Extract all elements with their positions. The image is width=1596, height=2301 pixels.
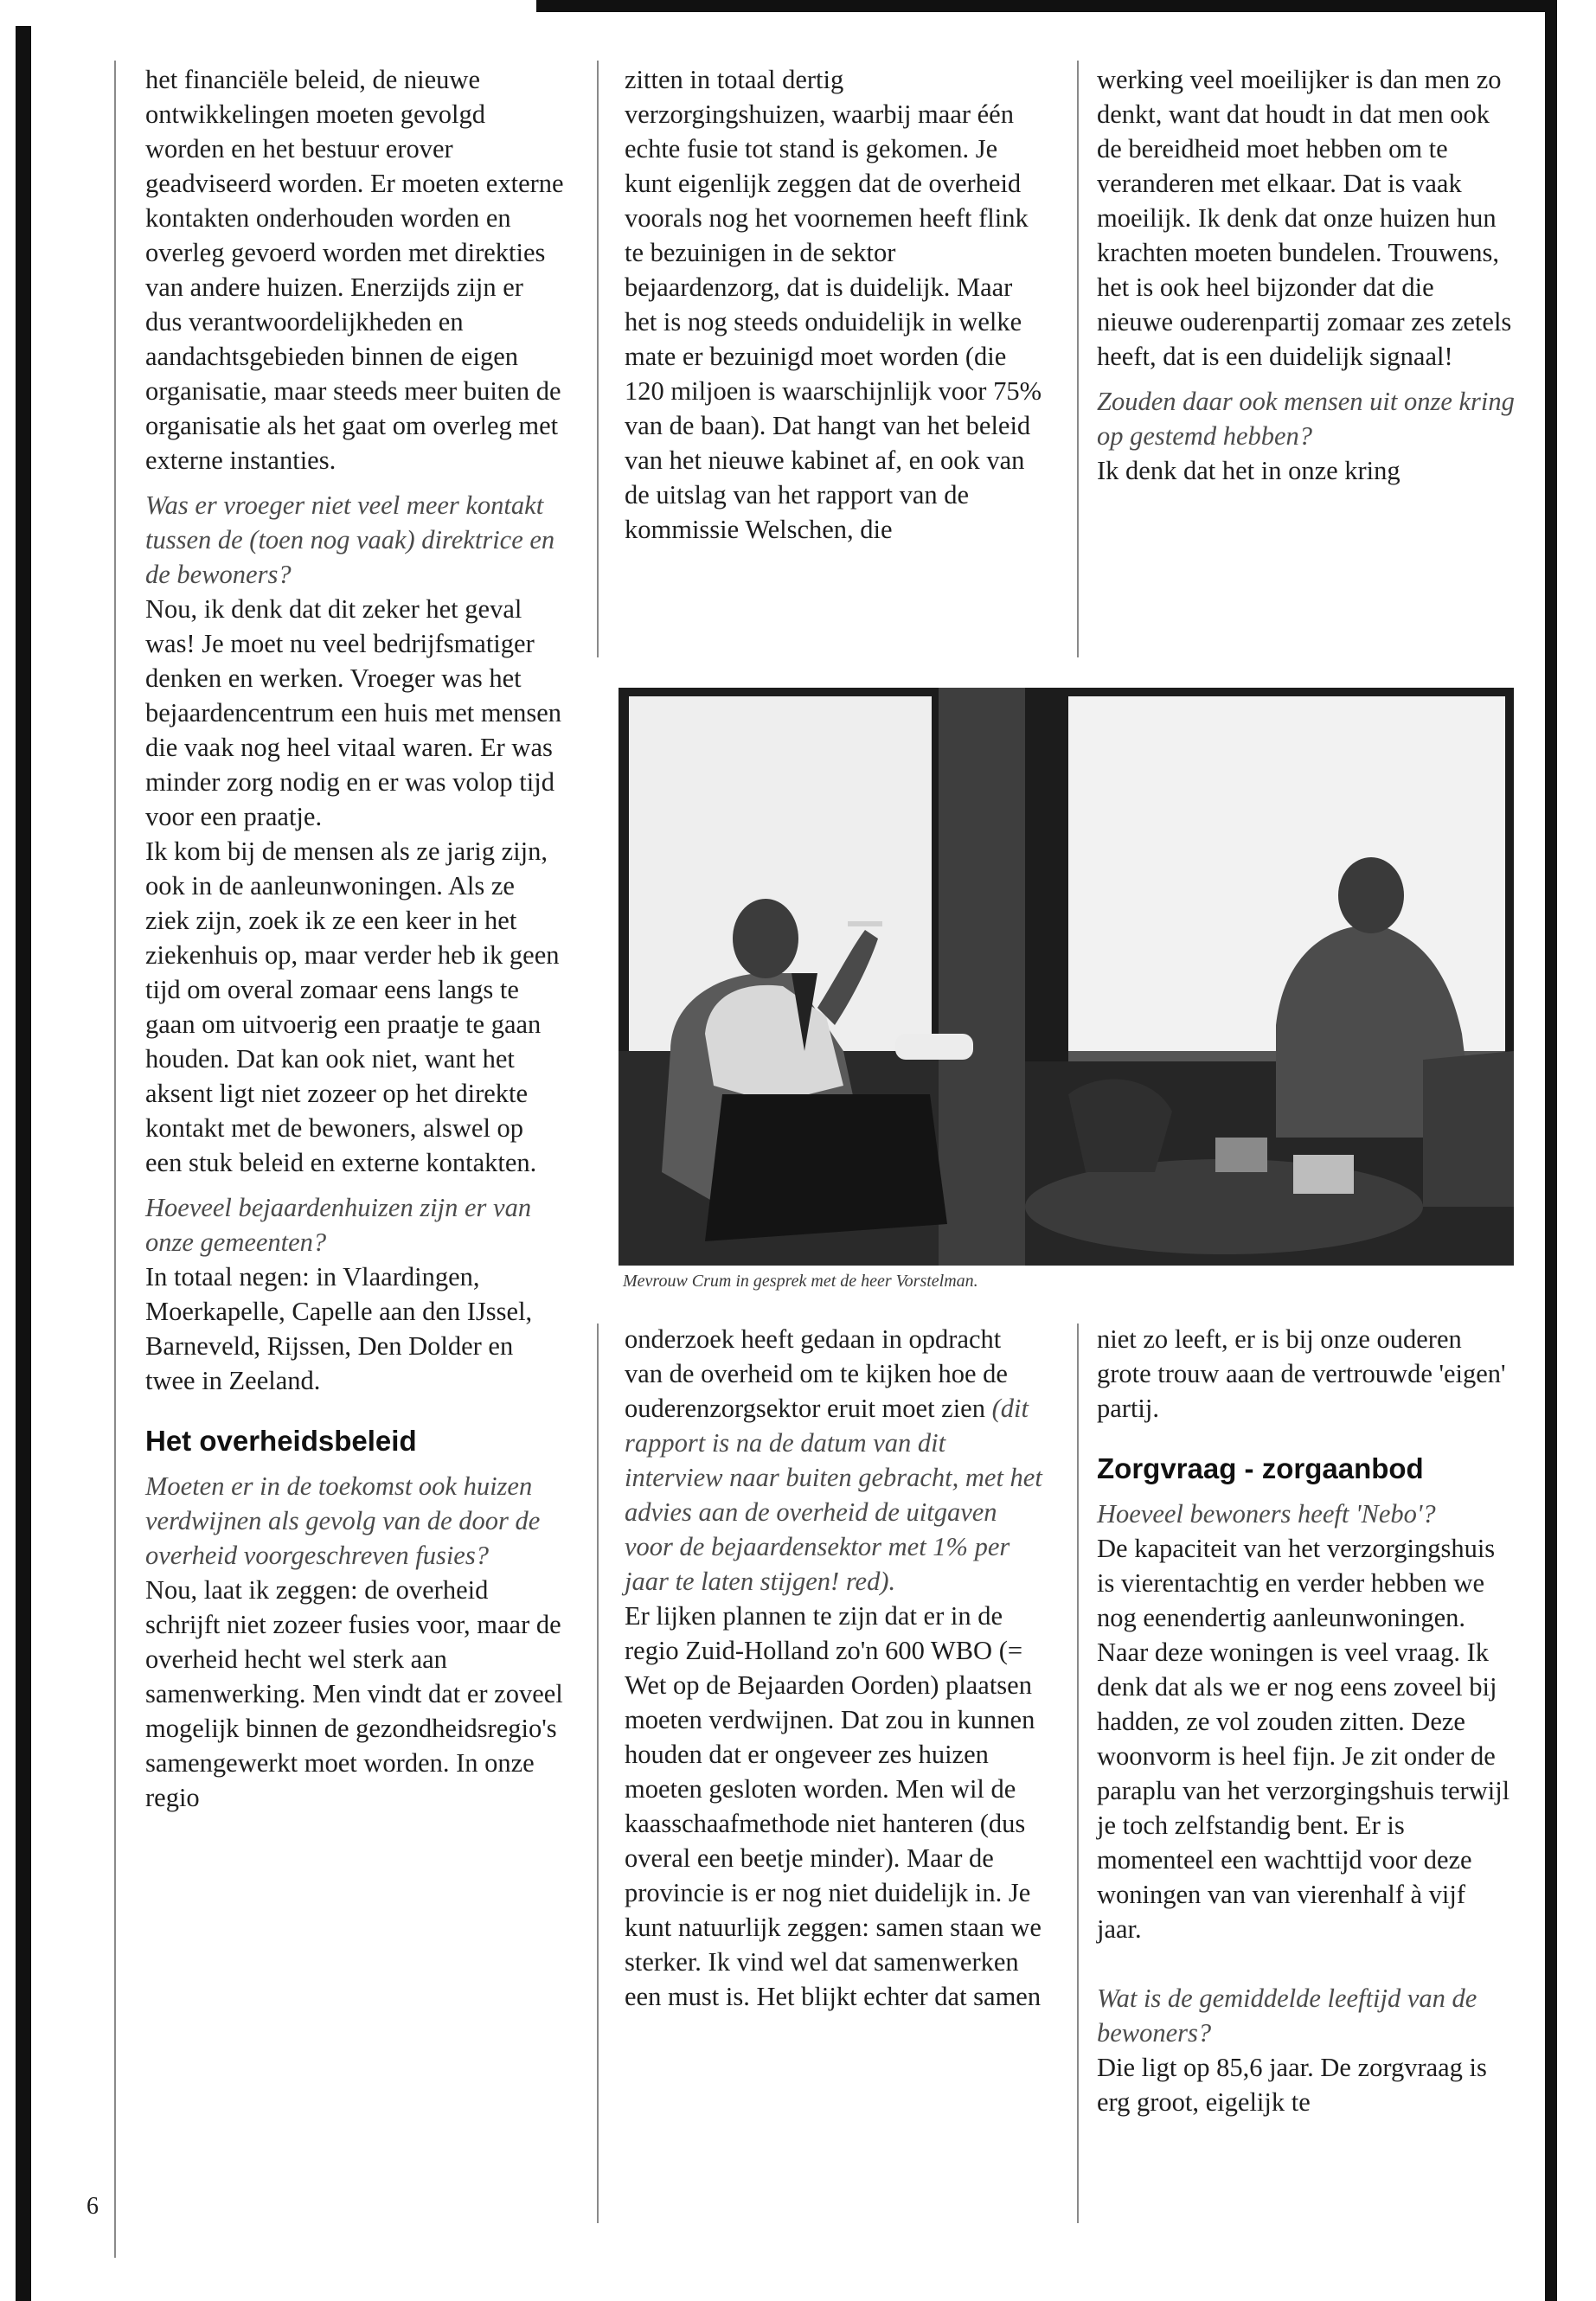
column-rule-left [114, 61, 116, 2258]
body-paragraph: werking veel moeilijker is dan men zo denkt, want dat houdt in dat men ook de bereidheid moet hebben om te veranderen met elkaar. Dat is vaak moeilijk. Ik denk dat onze huizen hun krachten moeten bundelen. Trouwens, het is ook heel bijzonder dat die nieuwe ouderenpartij zomaar zes zetels heeft, dat is een duidelijk signaal! [1097, 65, 1512, 371]
man-head [733, 899, 798, 978]
cups [1215, 1138, 1267, 1172]
page-number: 6 [87, 2193, 99, 2220]
pen [848, 921, 882, 926]
body-paragraph: niet zo leeft, er is bij onze ouderen grote trouw aaan de vertrouwde 'eigen' partij. [1097, 1324, 1506, 1423]
column-1 [145, 62, 565, 1815]
scan-edge-top [536, 0, 1548, 12]
rolled-paper [895, 1034, 973, 1060]
body-paragraph: In totaal negen: in Vlaardingen, Moerkapelle, Capelle aan den IJssel, Barneveld, Rijssen, Den Dolder en twee in Zeeland. [145, 1262, 533, 1395]
body-paragraph: zitten in totaal dertig verzorgingshuizen, waarbij maar één echte fusie tot stand is gekomen. Je kunt eigenlijk zeggen dat de overheid voorals nog het voornemen heeft flink te bezuinigen in de sektor bejaardenzorg, dat is duidelijk. Maar het is nog steeds onduidelijk in welke mate er bezuinigd moet worden (die 120 miljoen is waarschijnlijk voor 75% van de baan). Dat hangt van het beleid van het nieuwe kabinet af, en ook van de uitslag van het rapport van de kommissie Welschen, die [625, 65, 1042, 544]
body-paragraph: De kapaciteit van het verzorgingshuis is vierentachtig en verder hebben we nog eenendertig aanleunwoningen. Naar deze woningen is veel vraag. Ik denk dat als we er nog eens zoveel bij hadden, ze vol zouden zitten. Deze woonvorm is heel fijn. Je zit onder de paraplu van het verzorgingshuis terwijl je toch zelfstandig bent. Er is momenteel een wachttijd voor deze woningen van van vierenhalf à vijf jaar. [1097, 1534, 1510, 1944]
body-paragraph: Nou, laat ik zeggen: de overheid schrijft niet zozeer fusies voor, maar de overheid hecht wel sterk aan samenwerking. Men vindt dat er zoveel mogelijk binnen de gezondheidsregio's samengewerkt moet worden. In onze regio [145, 1575, 563, 1812]
interview-question: Wat is de gemiddelde leeftijd van de bewoners? [1097, 1984, 1477, 2048]
interview-question: Zouden daar ook mensen uit onze kring op gestemd hebben? [1097, 387, 1515, 451]
body-paragraph: Die ligt op 85,6 jaar. De zorgvraag is erg groot, eigelijk te [1097, 2053, 1487, 2117]
body-paragraph: het financiële beleid, de nieuwe ontwikkelingen moeten gevolgd worden en het bestuur erover geadviseerd worden. Er moeten externe kontakten onderhouden worden en overleg gevoerd worden met direkties van andere huizen. Enerzijds zijn er dus verantwoordelijkheden en aandachtsgebieden binnen de eigen organisatie, maar steeds meer buiten de organisatie als het gaat om overleg met externe instanties. [145, 65, 564, 475]
body-paragraph: Ik denk dat het in onze kring [1097, 456, 1401, 485]
column-2-top [625, 62, 1044, 547]
coffee-table [1025, 1159, 1423, 1254]
man-legs [705, 1094, 947, 1241]
interview-question: Hoeveel bewoners heeft 'Nebo'? [1097, 1499, 1436, 1529]
interview-question: Hoeveel bejaardenhuizen zijn er van onze gemeenten? [145, 1193, 532, 1257]
column-rule-middle-bottom [597, 1324, 599, 2223]
column-rule-right-top [1077, 61, 1079, 657]
body-text: onderzoek heeft gedaan in opdracht van de overheid om te kijken hoe de ouderenzorgsektor eruit moet zien [625, 1324, 1008, 1423]
column-rule-middle-top [597, 61, 599, 657]
interview-photo [619, 688, 1514, 1266]
scan-edge-left [16, 26, 31, 2301]
interview-question: Was er vroeger niet veel meer kontakt tussen de (toen nog vaak) direktrice en de bewoners? [145, 490, 555, 589]
papers-on-table [1293, 1155, 1354, 1194]
body-paragraph: Ik kom bij de mensen als ze jarig zijn, ook in de aanleunwoningen. Als ze ziek zijn, zoek ik ze een keer in het ziekenhuis op, maar verder heb ik geen tijd om overal zomaar eens langs te gaan om uitvoerig een praatje te gaan houden. Dat kan ook niet, want het aksent ligt niet zozeer op het direkte kontakt met de bewoners, alswel op een stuk beleid en externe kontakten. [145, 836, 560, 1177]
column-2-bottom [625, 1322, 1044, 2014]
photo-caption: Mevrouw Crum in gesprek met de heer Vorstelman. [623, 1272, 978, 1291]
plant [1068, 1080, 1172, 1172]
interview-question: Moeten er in de toekomst ook huizen verdwijnen als gevolg van de door de overheid voorgeschreven fusies? [145, 1471, 541, 1570]
scan-edge-right [1545, 0, 1557, 2301]
section-heading: Zorgvraag - zorgaanbod [1097, 1452, 1424, 1484]
woman-head [1338, 857, 1404, 933]
woman-chair [1423, 1051, 1514, 1207]
column-3-bottom [1097, 1322, 1516, 2119]
column-rule-right-bottom [1077, 1324, 1079, 2223]
body-paragraph [625, 1322, 1044, 1599]
body-paragraph: Er lijken plannen te zijn dat er in de regio Zuid-Holland zo'n 600 WBO (= Wet op de Bejaarden Oorden) plaatsen moeten verdwijnen. Dat zou in kunnen houden dat er ongeveer zes huizen moeten gesloten worden. Men wil de kaasschaafmethode niet hanteren (dus overal een beetje minder). Maar de provincie is er nog niet duidelijk in. Je kunt natuurlijk zeggen: samen staan we sterker. Ik vind wel dat samenwerken een must is. Het blijkt echter dat samen [625, 1601, 1042, 2011]
body-paragraph: Nou, ik denk dat dit zeker het geval was! Je moet nu veel bedrijfsmatiger denken en werken. Vroeger was het bejaardencentrum een huis met mensen die vaak nog heel vitaal waren. Er was minder zorg nodig en er was volop tijd voor een praatje. [145, 594, 562, 831]
pillar [939, 688, 1025, 1266]
column-3-top [1097, 62, 1516, 488]
editor-note: (dit rapport is na de datum van dit interview naar buiten gebracht, met het advies aan de overheid de uitgaven voor de bejaardensektor met 1% per jaar te laten stijgen! red). [625, 1394, 1042, 1596]
section-heading: Het overheidsbeleid [145, 1425, 417, 1457]
